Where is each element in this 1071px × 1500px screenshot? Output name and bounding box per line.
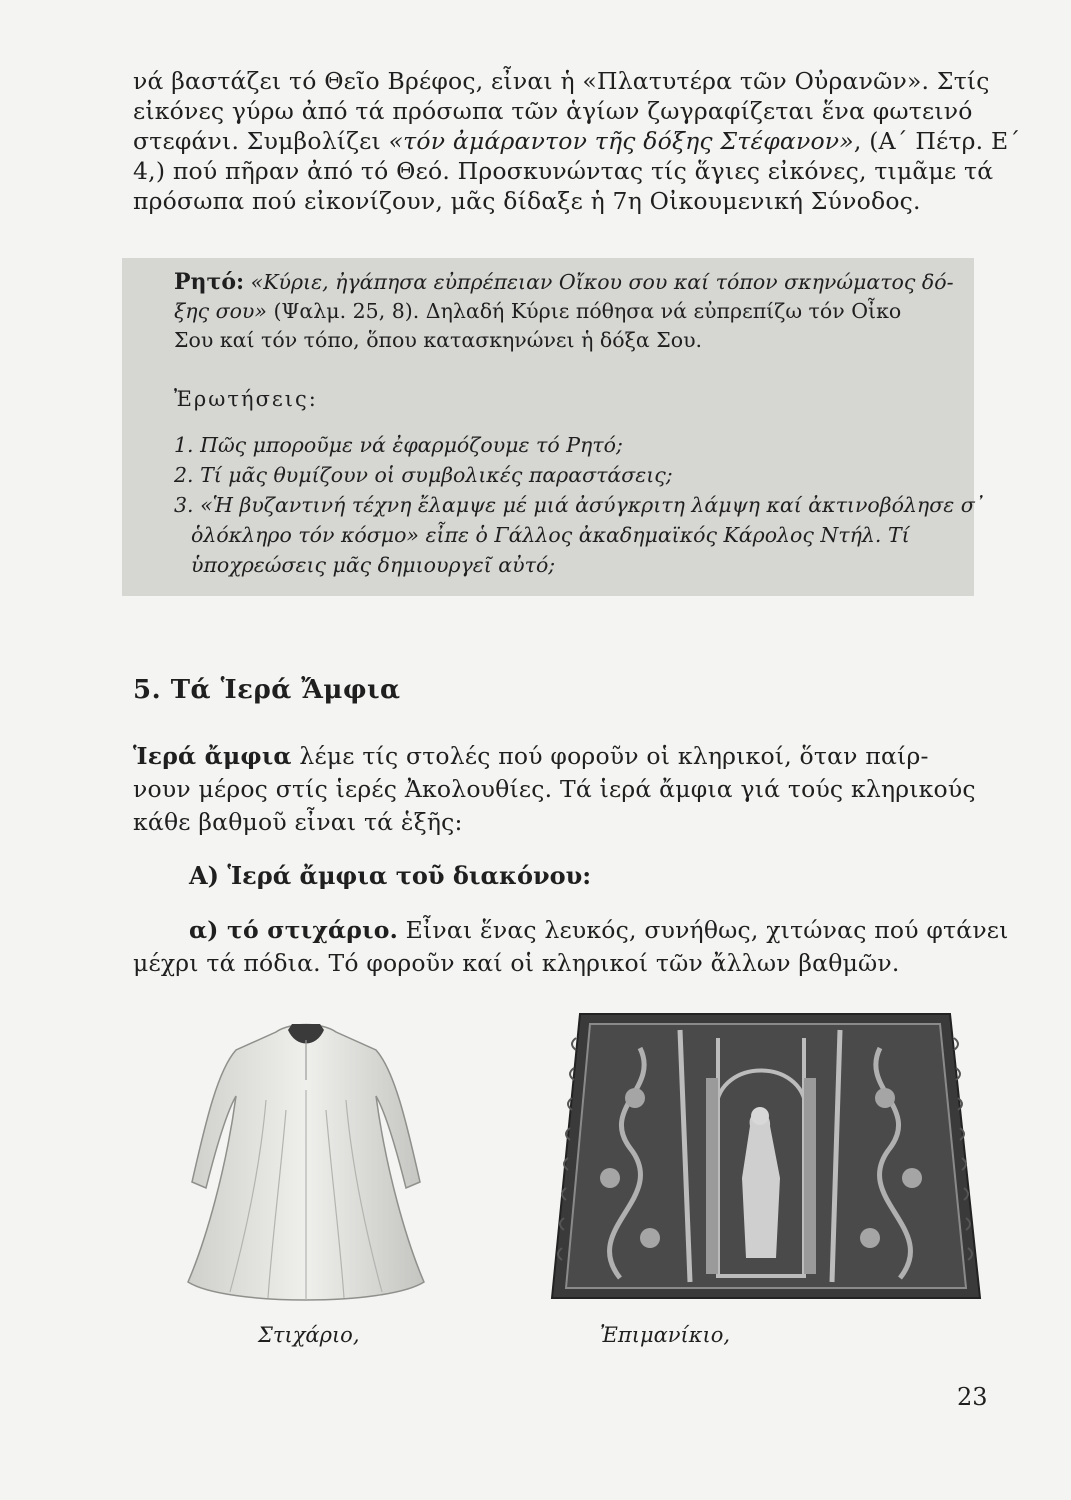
amfia-paragraph bbox=[133, 740, 976, 839]
caption-sticharion: Στιχάριο, bbox=[258, 1323, 360, 1347]
questions-heading: Ἐρωτήσεις: bbox=[174, 387, 318, 411]
page-number: 23 bbox=[957, 1383, 988, 1411]
quote-italic: «τόν ἀμάραντον τῆς δόξης Στέφανον» bbox=[388, 127, 854, 155]
text-line bbox=[174, 297, 944, 326]
text-line bbox=[174, 268, 954, 297]
text-line: Σου καί τόν τόπο, ὅπου κατασκηνώνει ἡ δόξα Σου. bbox=[174, 328, 703, 352]
subheading-deacon: Α) Ἱερά ἄμφια τοῦ διακόνου: bbox=[189, 861, 592, 890]
text-line: νουν μέρος στίς ἱερές Ἀκολουθίες. Τά ἱερά ἄμφια γιά τούς κληρικούς bbox=[133, 775, 976, 803]
intro-paragraph bbox=[133, 66, 1021, 216]
question-item-cont: ὑποχρεώσεις μᾶς δημιουργεῖ αὐτό; bbox=[191, 553, 556, 577]
text-line: νά βαστάζει τό Θεῖο Βρέφος, εἶναι ἡ «Πλατυτέρα τῶν Οὐρανῶν». Στίς bbox=[133, 67, 990, 95]
question-item: 2. Τί μᾶς θυμίζουν οἱ συμβολικές παραστάσεις; bbox=[174, 463, 673, 487]
sticharion-paragraph bbox=[133, 914, 1009, 980]
section-title: 5. Τά Ἱερά Ἄμφια bbox=[133, 675, 401, 705]
text-span: (Ψαλμ. 25, 8). Δηλαδή Κύριε πόθησα νά εὐπρεπίζω τόν Οἶκο bbox=[266, 299, 902, 323]
term-bold: α) τό στιχάριο. bbox=[189, 916, 398, 944]
text-line: εἰκόνες γύρω ἀπό τά πρόσωπα τῶν ἁγίων ζωγραφίζεται ἕνα φωτεινό bbox=[133, 97, 973, 125]
text-line bbox=[133, 914, 1009, 947]
rhto-block bbox=[174, 268, 954, 355]
text-span: λέμε τίς στολές πού φοροῦν οἱ κληρικοί, ὅταν παίρ- bbox=[291, 742, 929, 770]
rhto-quote: «Κύριε, ἠγάπησα εὐπρέπειαν Οἴκου σου καί τόπον σκηνώματος δό- bbox=[244, 270, 954, 294]
text-line: πρόσωπα πού εἰκονίζουν, μᾶς δίδαξε ἡ 7η Οἰκουμενική Σύνοδος. bbox=[133, 187, 921, 215]
rhto-label: Ρητό: bbox=[174, 269, 245, 295]
text-span: στεφάνι. Συμβολίζει bbox=[133, 127, 389, 155]
text-span: Εἶναι ἕνας λευκός, συνήθως, χιτώνας πού φτάνει bbox=[397, 916, 1009, 944]
text-line: μέχρι τά πόδια. Τό φοροῦν καί οἱ κληρικοί τῶν ἄλλων βαθμῶν. bbox=[133, 949, 900, 977]
questions-list bbox=[174, 430, 985, 580]
sticharion-image bbox=[180, 1010, 432, 1315]
text-line bbox=[133, 126, 1021, 156]
term-bold: Ἱερά ἄμφια bbox=[133, 742, 292, 770]
question-item-cont: ὁλόκληρο τόν κόσμο» εἶπε ὁ Γάλλος ἀκαδημαϊκός Κάρολος Ντήλ. Τί bbox=[191, 523, 910, 547]
text-line bbox=[133, 740, 945, 773]
question-item: 3. «Ἡ βυζαντινή τέχνη ἔλαμψε μέ μιά ἀσύγκριτη λάμψη καί ἀκτινοβόλησε σ᾽ bbox=[174, 493, 985, 517]
rhto-quote: ξης σου» bbox=[174, 299, 267, 323]
caption-epimanikion: Ἐπιμανίκιο, bbox=[600, 1323, 731, 1347]
text-span: , (Α΄ Πέτρ. Ε΄ bbox=[853, 127, 1021, 155]
text-line: 4,) πού πῆραν ἀπό τό Θεό. Προσκυνώντας τίς ἅγιες εἰκόνες, τιμᾶμε τά bbox=[133, 157, 994, 185]
question-item: 1. Πῶς μποροῦμε νά ἐφαρμόζουμε τό Ρητό; bbox=[174, 433, 623, 457]
epimanikion-image bbox=[540, 1008, 990, 1313]
text-line: κάθε βαθμοῦ εἶναι τά ἑξῆς: bbox=[133, 808, 463, 836]
